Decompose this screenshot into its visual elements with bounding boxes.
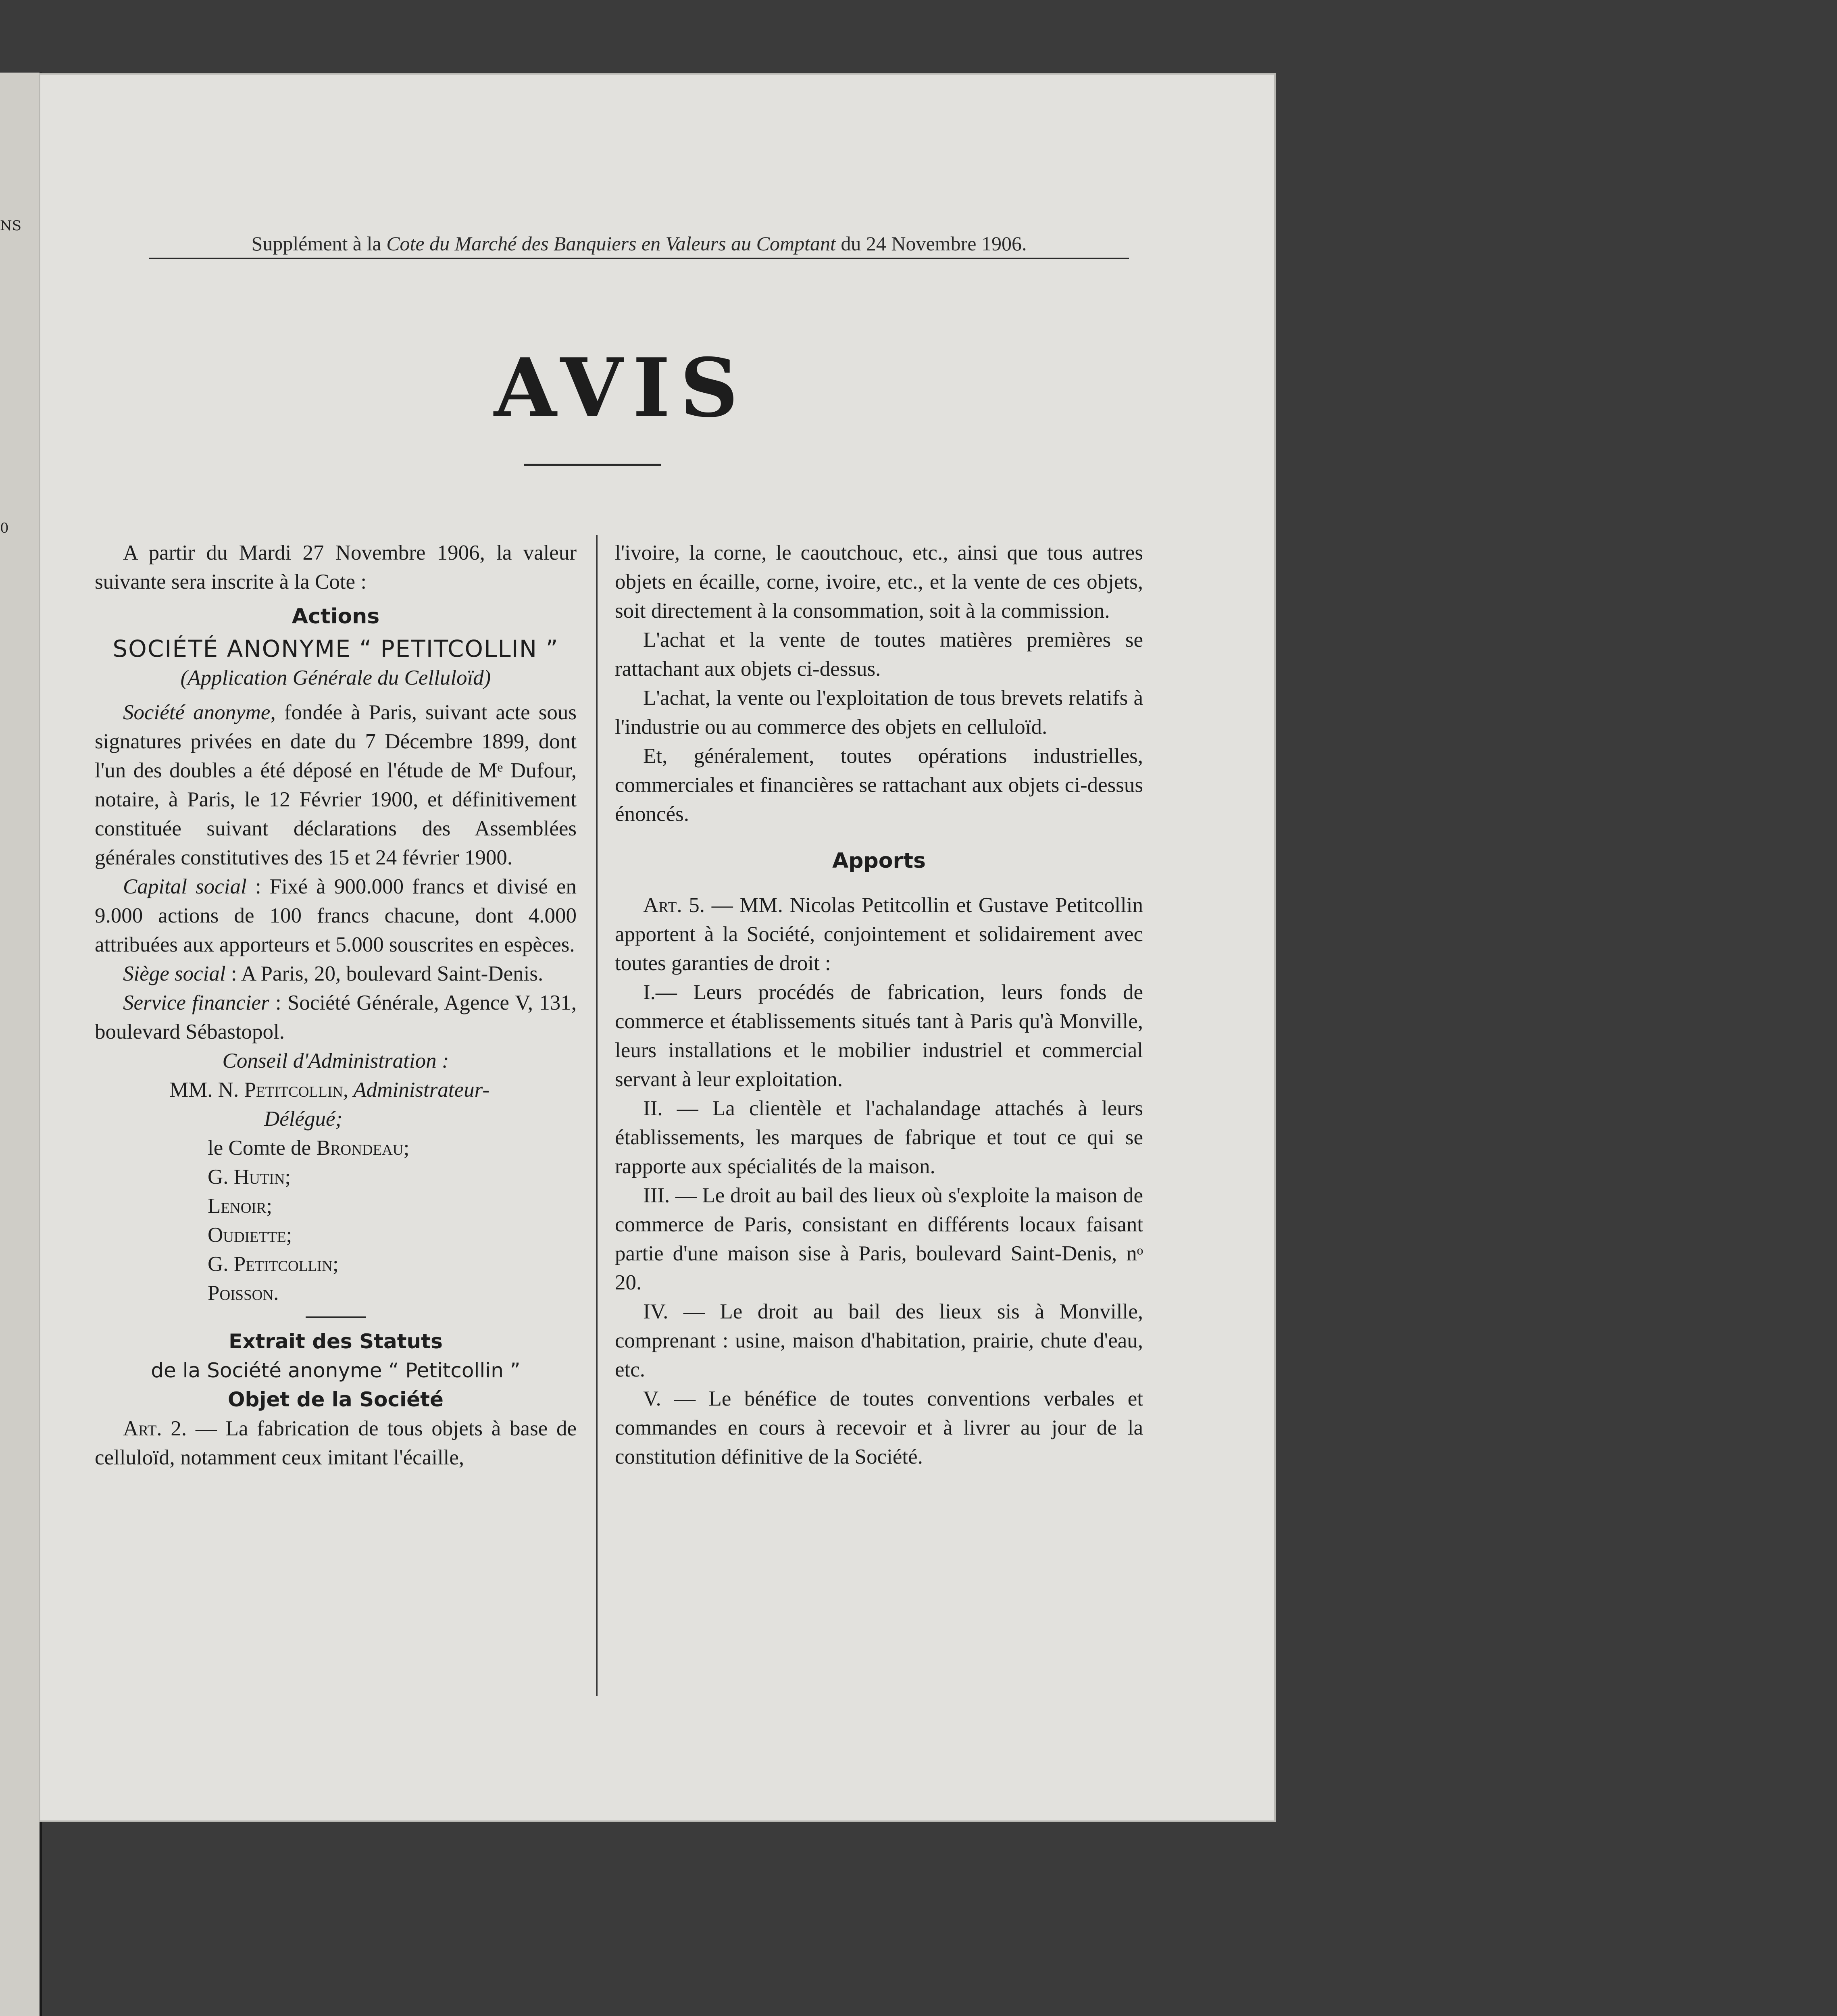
board-role-continued: Délégué; — [264, 1107, 343, 1131]
header-text: Supplément à la — [251, 232, 387, 255]
board-punct: ; — [285, 1165, 291, 1189]
page-header — [149, 232, 1129, 259]
left-column — [95, 538, 577, 1472]
board-punct: ; — [286, 1223, 292, 1247]
previous-page-fragment: NS — [0, 218, 22, 234]
siege-label: Siège social — [123, 962, 226, 985]
board-punct: ; — [266, 1194, 273, 1218]
board-member — [95, 1220, 577, 1250]
board-name: Poisson — [208, 1281, 274, 1305]
art5-text: — MM. Nicolas Petitcollin et Gustave Petitcollin apportent à la Société, conjointement et solidairement avec toutes garanties de droit : — [615, 893, 1143, 975]
board-name: Oudiette — [208, 1223, 286, 1247]
intro-paragraph: A partir du Mardi 27 Novembre 1906, la valeur suivante sera inscrite à la Cote : — [95, 541, 577, 594]
objet-paragraph: L'achat, la vente ou l'exploitation de tous brevets relatifs à l'industrie ou au commerce des objets en celluloïd. — [615, 686, 1143, 739]
board-member — [95, 1075, 577, 1104]
siege-text: : A Paris, 20, boulevard Saint-Denis. — [225, 962, 544, 985]
art5-label: Art. 5. — [643, 893, 705, 917]
objet-paragraph: Et, généralement, toutes opérations industrielles, commerciales et financières se rattachant aux objets ci-dessus énoncés. — [615, 744, 1143, 826]
capital-label: Capital social — [123, 875, 247, 898]
capital-paragraph — [95, 872, 577, 959]
board-member — [95, 1133, 577, 1162]
objet-continued: l'ivoire, la corne, le caoutchouc, etc., ainsi que tous autres objets en écaille, corne, ivoire, etc., et la vente de ces objets, soit directement à la consommation, soit à la commission. — [615, 541, 1143, 623]
header-publication: Cote du Marché des Banquiers en Valeurs au Comptant — [386, 232, 836, 255]
extrait-heading: Extrait des Statuts — [229, 1330, 443, 1353]
siege-paragraph — [95, 959, 577, 988]
previous-page-edge — [0, 73, 42, 2016]
board-name: Petitcollin — [244, 1078, 343, 1102]
board-role: , Administrateur- — [343, 1078, 489, 1102]
board-member — [95, 1162, 577, 1191]
section-rule — [306, 1316, 366, 1318]
objet-heading: Objet de la Société — [228, 1388, 444, 1411]
service-label: Service financier — [123, 991, 269, 1014]
board-prefix: le Comte de — [208, 1136, 317, 1160]
art2-label: Art. 2. — [123, 1417, 187, 1440]
apport-item: II. — La clientèle et l'achalandage attachés à leurs établissements, les marques de fabrique et tout ce qui se rapporte aux spécialités de la maison. — [615, 1097, 1143, 1178]
board-name: Lenoir — [208, 1194, 267, 1218]
art2-text: — La fabrication de tous objets à base de celluloïd, notamment ceux imitant l'écaille, — [95, 1417, 577, 1469]
header-date: du 24 Novembre 1906. — [835, 232, 1027, 255]
right-column — [615, 538, 1143, 1471]
board-member — [95, 1279, 577, 1308]
board-name: Brondeau — [316, 1136, 404, 1160]
title-rule — [524, 464, 661, 466]
column-divider — [596, 535, 598, 1696]
societe-text: , fondée à Paris, suivant acte sous signatures privées en date du 7 Décembre 1899, dont l'un des doubles a été déposé en l'étude de Mᵉ Dufour, notaire, à Paris, le 12 Février 1900, et définitivement constituée suivant déclarations des Assemblées générales constitutives des 15 et 24 février 1900. — [95, 701, 577, 869]
board-punct: . — [273, 1281, 279, 1305]
art5-paragraph — [615, 891, 1143, 978]
company-name: SOCIÉTÉ ANONYME “ PETITCOLLIN ” — [112, 635, 559, 662]
board-member — [95, 1191, 577, 1220]
actions-heading: Actions — [292, 604, 380, 629]
societe-paragraph — [95, 698, 577, 872]
capital-text: : Fixé à 900.000 francs et divisé en 9.000 actions de 100 francs chacune, dont 4.000 attribuées aux apporteurs et 5.000 souscrites en espèces. — [95, 875, 577, 956]
document-page — [40, 75, 1274, 1820]
board-name: Petitcollin — [233, 1252, 333, 1276]
apport-item: V. — Le bénéfice de toutes conventions verbales et commandes en cours à recevoir et à livrer au jour de la constitution définitive de la Société. — [615, 1387, 1143, 1468]
societe-label: Société anonyme — [123, 701, 271, 724]
board-prefix: MM. N. — [169, 1078, 244, 1102]
page-title: AVIS — [494, 341, 748, 435]
board-prefix: G. — [208, 1252, 234, 1276]
extrait-subheading: de la Société anonyme “ Petitcollin ” — [151, 1359, 521, 1382]
apports-heading: Apports — [832, 849, 926, 873]
board-name: Hutin — [233, 1165, 285, 1189]
apport-item: III. — Le droit au bail des lieux où s'exploite la maison de commerce de Paris, consistant en différents locaux faisant partie d'une maison sise à Paris, boulevard Saint-Denis, nᵒ 20. — [615, 1184, 1143, 1294]
board-punct: ; — [403, 1136, 410, 1160]
apport-item: IV. — Le droit au bail des lieux sis à Monville, comprenant : usine, maison d'habitation, prairie, chute d'eau, etc. — [615, 1300, 1143, 1381]
art2-paragraph — [95, 1414, 577, 1472]
objet-paragraph: L'achat et la vente de toutes matières premières se rattachant aux objets ci-dessus. — [615, 628, 1143, 681]
previous-page-fragment: 0 — [0, 520, 9, 536]
service-text: : Société Générale, Agence V, 131, boulevard Sébastopol. — [95, 991, 577, 1043]
company-subtitle: (Application Générale du Celluloïd) — [180, 666, 491, 689]
board-prefix: G. — [208, 1165, 234, 1189]
board-punct: ; — [333, 1252, 339, 1276]
service-paragraph — [95, 988, 577, 1046]
apport-item: I.— Leurs procédés de fabrication, leurs fonds de commerce et établissements situés tant à Paris qu'à Monville, leurs installations et le mobilier industriel et commercial servant à leur exploitation. — [615, 981, 1143, 1091]
conseil-heading: Conseil d'Administration : — [222, 1049, 449, 1073]
board-member — [95, 1250, 577, 1279]
